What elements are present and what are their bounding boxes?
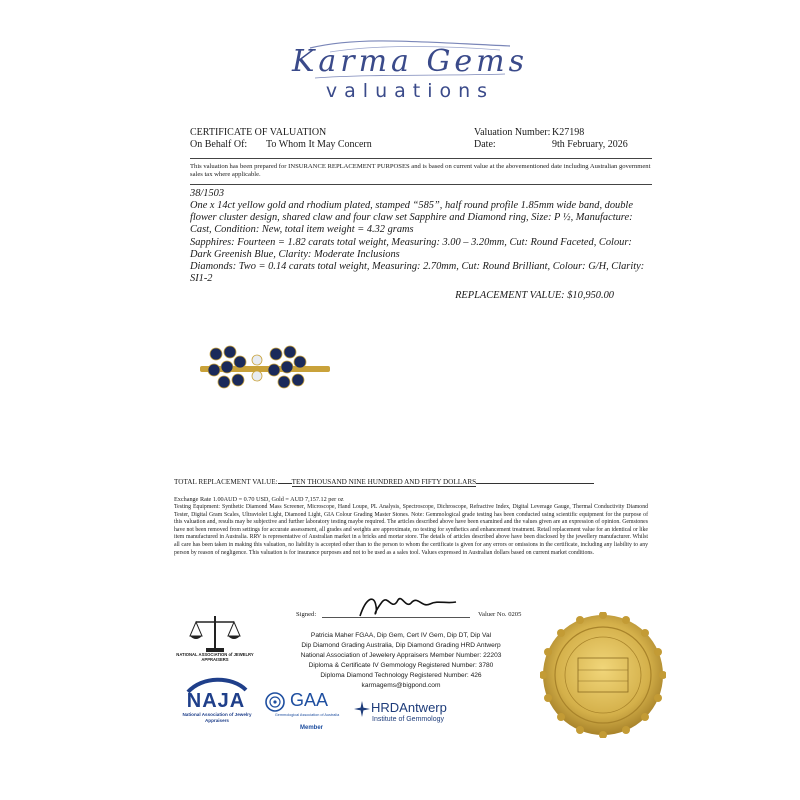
behalf-row <box>190 139 372 151</box>
valuation-number-value: K27198 <box>552 127 585 138</box>
credential-line: Diploma & Certificate IV Gemmology Registered Number: 3780 <box>308 662 494 669</box>
signature-image <box>352 592 462 620</box>
replacement-value: REPLACEMENT VALUE: $10,950.00 <box>455 290 614 301</box>
credential-line: Diploma Diamond Technology Registered Number: 426 <box>320 672 482 679</box>
total-replacement-row <box>174 478 594 487</box>
date-value: 9th February, 2026 <box>552 139 628 150</box>
gaa-member-label: Member <box>300 725 324 731</box>
naja-caption: National Association of Jewelry Appraisers <box>182 712 252 723</box>
ring-image <box>200 340 330 400</box>
credential-line: Patricia Maher FGAA, Dip Gem, Cert IV Gem, Dip DT, Dip Val <box>310 632 492 639</box>
exchange-rate: Exchange Rate 1.00AUD = 0.70 USD, Gold = AUD 7,157.12 per oz <box>174 496 344 503</box>
date-label: Date: <box>474 139 496 150</box>
date-row <box>474 139 628 151</box>
total-label: TOTAL REPLACEMENT VALUE: <box>174 478 278 486</box>
total-words: TEN THOUSAND NINE HUNDRED AND FIFTY DOLLARS <box>291 478 477 486</box>
divider-top <box>190 158 652 159</box>
credential-line: National Association of Jewelery Appraisers Member Number: 22203 <box>300 652 502 659</box>
gaa-emblem-icon <box>265 692 285 712</box>
valuation-number-row <box>474 127 584 139</box>
signed-label: Signed: <box>296 611 317 618</box>
hrd-subtitle: Institute of Gemmology <box>372 716 444 723</box>
contact-email: karmagems@bigpond.com <box>361 682 441 689</box>
behalf-label: On Behalf Of: <box>190 139 248 150</box>
diamonds-details: Diamonds: Two = 0.14 carats total weight, Measuring: 2.70mm, Cut: Round Brilliant, Colour: G/H, Clarity: SI1-2 <box>190 261 645 285</box>
terms-text: Testing Equipment: Synthetic Diamond Mass Screener, Microscope, Hand Loupe, PL Analysis, Spectroscope, Dichroscope, Refractive Index, Digital Leverage Gauge, Thermal Conductivity Diamond Tester, Digital Gram Scales, Ultraviolet Light, Diamond Light, GIA Colour Grading Master Stones. Note: Gemmological grade testing has been conducted using scientific equipment for the purpose of this valuation and, results may be subjective and further laboratory testing maybe required. The articles described above have been examined and the values given are an expression of opinion. Gemstones have not been removed from settings for accurate assessment, all grades and weights are approximate, no testing for synthetics and enhancement treatment. Retail replacement value for an identical or like item manufactured in Australia. RRV is representative of Australian market in a bricks and mortar store. The details of articles described above have been disclosed by the jewellery manufacturer. Whilst all care has been taken in making this valuation, no liability is accepted other than to the person to whom the certificate is given for any errors or omissions in the certificate, including any liability to any person by reason of negligence. This valuation is for insurance purposes and not to be used as a sales tool. Values expressed in Australian dollars based on current market conditions. <box>174 504 648 556</box>
credential-line: Dip Diamond Grading Australia, Dip Diamond Grading HRD Antwerp <box>301 642 501 649</box>
gaa-subtitle: Gemmological Association of Australia <box>274 713 340 717</box>
gaa-logo-text: GAA <box>290 690 329 710</box>
certificate-title: CERTIFICATE OF VALUATION <box>190 127 327 138</box>
purpose-statement: This valuation has been prepared for INSURANCE REPLACEMENT PURPOSES and is based on current value at the abovementioned date including Australian government sales tax where applicable. <box>190 163 651 178</box>
valuation-number-label: Valuation Number: <box>474 127 551 138</box>
valuer-number: Valuer No. 0205 <box>478 611 522 618</box>
company-logo <box>280 38 540 108</box>
logo-subtitle: valuations <box>325 80 495 102</box>
item-reference: 38/1503 <box>190 188 225 199</box>
hrd-logo-text: HRDAntwerp <box>371 700 447 715</box>
credentials-block <box>276 631 526 691</box>
item-description: One x 14ct yellow gold and rhodium plated, stamped “585”, half round profile 1.85mm wide band, double flower cluster design, shared claw and four claw set Sapphire and Diamond ring, Size: P ½, Manufacture: Cast, Condition: New, total item weight = 4.32 grams <box>190 200 633 236</box>
behalf-value: To Whom It May Concern <box>266 139 372 150</box>
hrd-star-icon <box>354 701 370 717</box>
naja-top-caption: NATIONAL ASSOCIATION of JEWELRY APPRAISERS <box>176 652 254 662</box>
logo-script-text: Karma Gems <box>291 44 529 79</box>
naja-logo-text: NAJA <box>186 690 246 712</box>
sapphires-details: Sapphires: Fourteen = 1.82 carats total weight, Measuring: 3.00 – 3.20mm, Cut: Round Faceted, Colour: Dark Greenish Blue, Clarity: Moderate Inclusions <box>190 236 632 260</box>
total-underline-right <box>476 483 594 484</box>
total-underline-left <box>278 483 292 484</box>
item-description-block <box>190 200 652 285</box>
divider-bottom <box>190 184 652 185</box>
gold-seal-icon <box>540 612 666 738</box>
